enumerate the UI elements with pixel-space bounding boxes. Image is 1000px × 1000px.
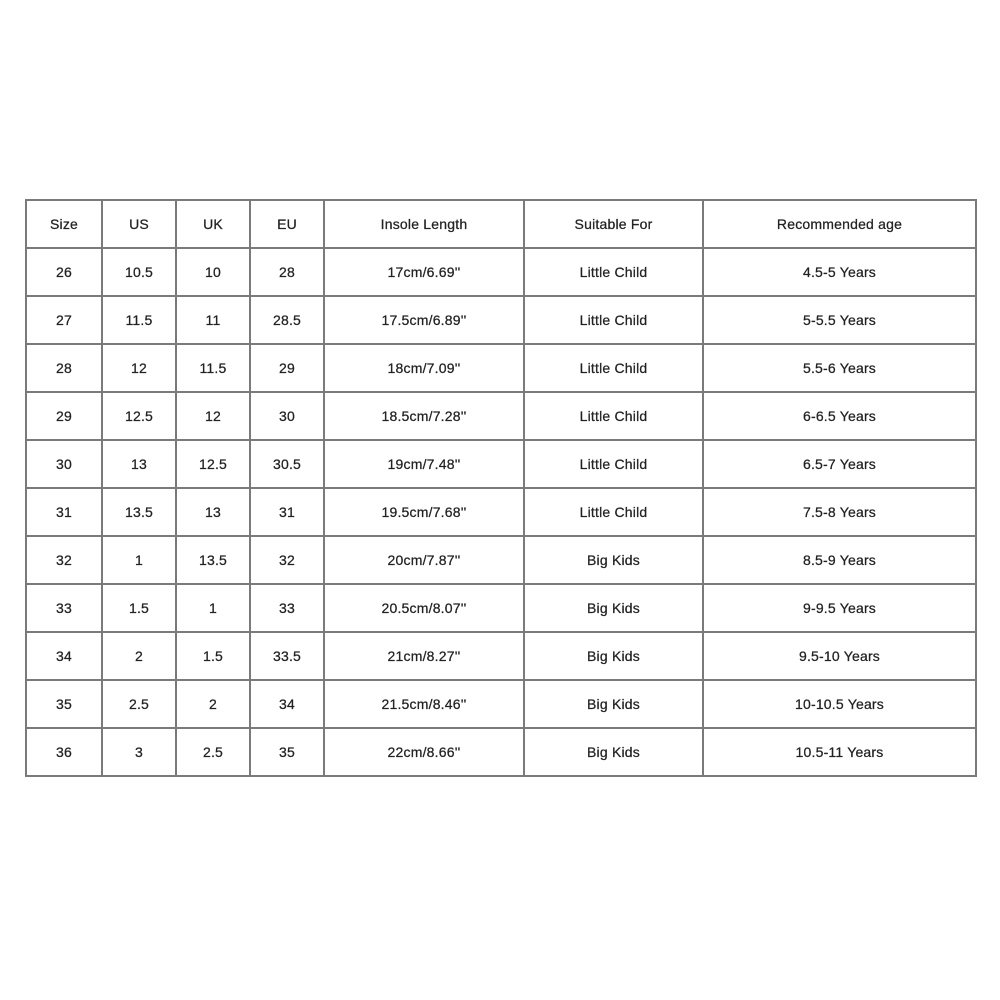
cell-size: 29	[26, 392, 102, 440]
cell-recommended-age: 6-6.5 Years	[703, 392, 976, 440]
cell-eu: 33.5	[250, 632, 324, 680]
cell-us: 13.5	[102, 488, 176, 536]
cell-recommended-age: 8.5-9 Years	[703, 536, 976, 584]
cell-suitable-for: Little Child	[524, 392, 703, 440]
cell-insole-length: 22cm/8.66''	[324, 728, 524, 776]
cell-suitable-for: Big Kids	[524, 584, 703, 632]
cell-recommended-age: 10-10.5 Years	[703, 680, 976, 728]
cell-uk: 1.5	[176, 632, 250, 680]
table-row	[26, 440, 976, 488]
cell-suitable-for: Little Child	[524, 296, 703, 344]
cell-suitable-for: Little Child	[524, 440, 703, 488]
cell-recommended-age: 7.5-8 Years	[703, 488, 976, 536]
cell-eu: 30	[250, 392, 324, 440]
cell-eu: 28	[250, 248, 324, 296]
cell-recommended-age: 10.5-11 Years	[703, 728, 976, 776]
cell-eu: 30.5	[250, 440, 324, 488]
cell-eu: 32	[250, 536, 324, 584]
header-recommended-age: Recommended age	[703, 200, 976, 248]
cell-eu: 33	[250, 584, 324, 632]
cell-insole-length: 17.5cm/6.89''	[324, 296, 524, 344]
cell-recommended-age: 9.5-10 Years	[703, 632, 976, 680]
cell-suitable-for: Little Child	[524, 488, 703, 536]
cell-insole-length: 18cm/7.09''	[324, 344, 524, 392]
cell-eu: 35	[250, 728, 324, 776]
table-row	[26, 728, 976, 776]
cell-us: 13	[102, 440, 176, 488]
cell-recommended-age: 5-5.5 Years	[703, 296, 976, 344]
cell-eu: 34	[250, 680, 324, 728]
cell-insole-length: 20cm/7.87''	[324, 536, 524, 584]
cell-uk: 12.5	[176, 440, 250, 488]
cell-us: 1.5	[102, 584, 176, 632]
cell-suitable-for: Big Kids	[524, 632, 703, 680]
cell-us: 2	[102, 632, 176, 680]
cell-recommended-age: 9-9.5 Years	[703, 584, 976, 632]
header-insole-length: Insole Length	[324, 200, 524, 248]
table-row	[26, 488, 976, 536]
cell-size: 34	[26, 632, 102, 680]
header-us: US	[102, 200, 176, 248]
cell-uk: 1	[176, 584, 250, 632]
cell-us: 2.5	[102, 680, 176, 728]
cell-us: 1	[102, 536, 176, 584]
cell-uk: 2.5	[176, 728, 250, 776]
cell-recommended-age: 6.5-7 Years	[703, 440, 976, 488]
cell-size: 36	[26, 728, 102, 776]
cell-insole-length: 19.5cm/7.68''	[324, 488, 524, 536]
cell-insole-length: 19cm/7.48''	[324, 440, 524, 488]
cell-us: 11.5	[102, 296, 176, 344]
cell-insole-length: 20.5cm/8.07''	[324, 584, 524, 632]
header-size: Size	[26, 200, 102, 248]
cell-size: 31	[26, 488, 102, 536]
table-row	[26, 536, 976, 584]
table-row	[26, 248, 976, 296]
cell-suitable-for: Little Child	[524, 248, 703, 296]
header-eu: EU	[250, 200, 324, 248]
table-row	[26, 680, 976, 728]
cell-insole-length: 18.5cm/7.28''	[324, 392, 524, 440]
cell-uk: 11	[176, 296, 250, 344]
table-row	[26, 344, 976, 392]
table-row	[26, 584, 976, 632]
cell-size: 30	[26, 440, 102, 488]
cell-insole-length: 17cm/6.69''	[324, 248, 524, 296]
header-row	[26, 200, 976, 248]
table-row	[26, 632, 976, 680]
cell-uk: 2	[176, 680, 250, 728]
cell-size: 33	[26, 584, 102, 632]
cell-suitable-for: Big Kids	[524, 536, 703, 584]
cell-insole-length: 21.5cm/8.46''	[324, 680, 524, 728]
cell-recommended-age: 4.5-5 Years	[703, 248, 976, 296]
cell-eu: 28.5	[250, 296, 324, 344]
size-chart-table	[25, 199, 977, 777]
cell-us: 3	[102, 728, 176, 776]
cell-uk: 13	[176, 488, 250, 536]
cell-uk: 13.5	[176, 536, 250, 584]
cell-us: 10.5	[102, 248, 176, 296]
cell-uk: 11.5	[176, 344, 250, 392]
cell-uk: 10	[176, 248, 250, 296]
cell-suitable-for: Little Child	[524, 344, 703, 392]
header-suitable-for: Suitable For	[524, 200, 703, 248]
cell-size: 26	[26, 248, 102, 296]
cell-eu: 31	[250, 488, 324, 536]
cell-uk: 12	[176, 392, 250, 440]
cell-suitable-for: Big Kids	[524, 680, 703, 728]
cell-recommended-age: 5.5-6 Years	[703, 344, 976, 392]
cell-us: 12.5	[102, 392, 176, 440]
cell-eu: 29	[250, 344, 324, 392]
cell-insole-length: 21cm/8.27''	[324, 632, 524, 680]
header-uk: UK	[176, 200, 250, 248]
cell-size: 35	[26, 680, 102, 728]
cell-size: 28	[26, 344, 102, 392]
cell-suitable-for: Big Kids	[524, 728, 703, 776]
cell-size: 27	[26, 296, 102, 344]
cell-size: 32	[26, 536, 102, 584]
table-row	[26, 296, 976, 344]
table-row	[26, 392, 976, 440]
cell-us: 12	[102, 344, 176, 392]
